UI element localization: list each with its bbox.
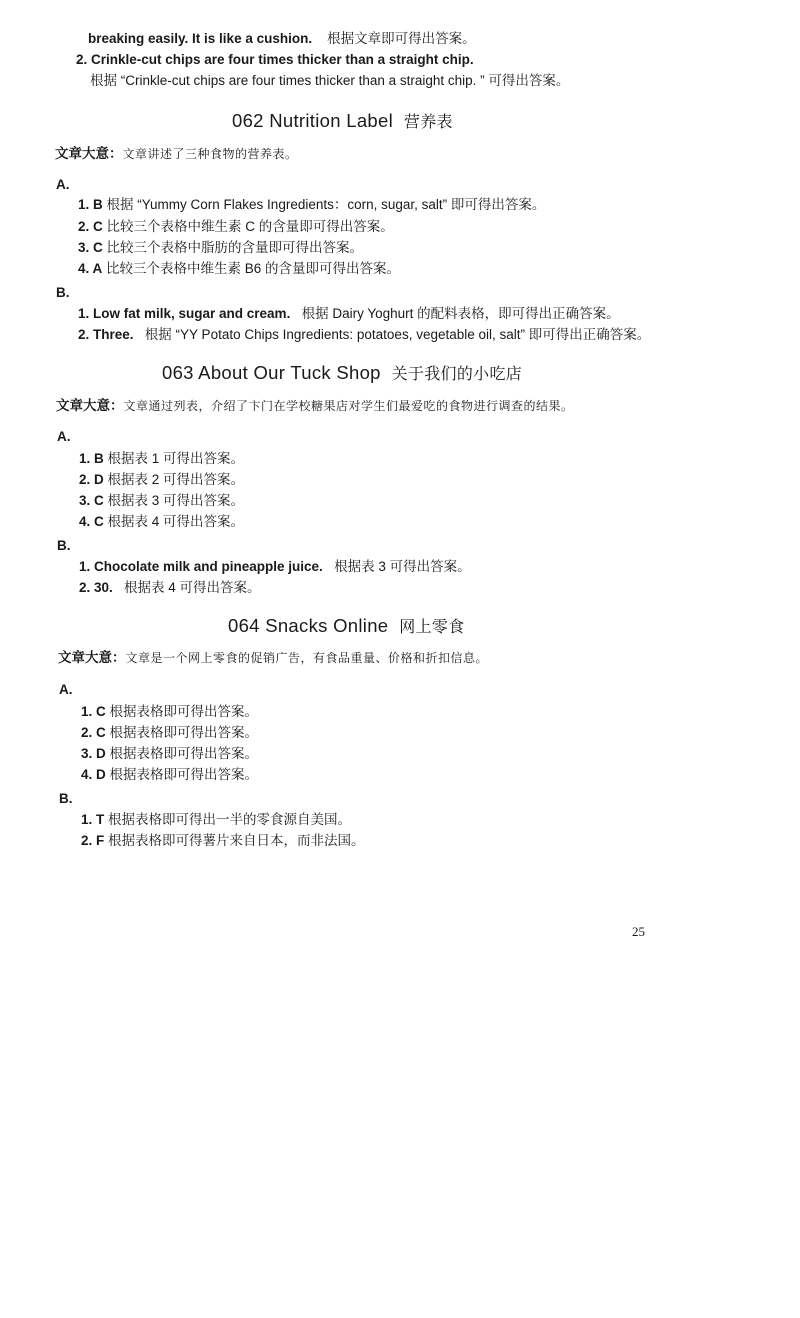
answer-num: 4. A (78, 261, 103, 276)
answer-explanation: 比较三个表格中维生素 B6 的含量即可得出答案。 (106, 261, 401, 276)
part-a-label: A. (57, 429, 71, 444)
answer-explanation: 根据 “YY Potato Chips Ingredients: potatoes, vegetable oil, salt” 即可得出正确答案。 (144, 327, 651, 342)
answer-item (79, 558, 471, 576)
summary-label: 文章大意： (56, 398, 124, 413)
answer-num: 1. C (81, 704, 106, 719)
part-b-label: B. (59, 791, 73, 806)
answer-num: 2. 30. (79, 580, 113, 595)
answer-item (81, 724, 258, 742)
summary-062 (55, 145, 298, 163)
answer-line-2: 2. Crinkle-cut chips are four times thicker than a straight chip. (76, 52, 474, 67)
answer-num: 3. D (81, 746, 106, 761)
summary-text: 文章讲述了三种食物的营养表。 (122, 147, 298, 161)
answer-item (78, 218, 394, 236)
answer-explanation: 根据表 4 可得出答案。 (107, 514, 245, 529)
section-title-cn: 营养表 (403, 114, 453, 131)
answer-num: 2. C (81, 725, 106, 740)
section-title-cn: 关于我们的小吃店 (391, 366, 523, 383)
answer-text-bold: breaking easily. It is like a cushion. (88, 31, 313, 46)
answer-num: 2. C (78, 219, 103, 234)
summary-label: 文章大意： (58, 650, 126, 665)
answer-num: 3. C (79, 493, 104, 508)
answer-explanation: 根据表格即可得出答案。 (109, 767, 259, 782)
answer-num: 4. D (81, 767, 106, 782)
answer-item (79, 471, 244, 489)
answer-item (81, 811, 351, 829)
answer-item (79, 450, 244, 468)
answer-item (78, 260, 400, 278)
answer-num: 2. Three. (78, 327, 134, 342)
answer-item (79, 513, 244, 531)
answer-explanation: 比较三个表格中脂肪的含量即可得出答案。 (106, 240, 364, 255)
part-a-label: A. (59, 682, 73, 697)
answer-num: 1. Low fat milk, sugar and cream. (78, 306, 291, 321)
section-title-en: 064 Snacks Online (228, 615, 389, 636)
answer-explanation: 根据文章即可得出答案。 (327, 31, 476, 46)
answer-explanation: 根据表格即可得薯片来自日本，而非法国。 (108, 833, 365, 848)
answer-item (81, 832, 365, 850)
part-a-label: A. (56, 177, 70, 192)
part-b-label: B. (57, 538, 71, 553)
answer-explanation: 根据表 2 可得出答案。 (107, 472, 245, 487)
answer-num: 1. T (81, 812, 105, 827)
answer-num: 1. Chocolate milk and pineapple juice. (79, 559, 323, 574)
answer-item (78, 305, 620, 323)
summary-064 (58, 649, 488, 667)
answer-num: 2. F (81, 833, 105, 848)
answer-explanation: 根据表格即可得出一半的零食源自美国。 (108, 812, 352, 827)
summary-text: 文章通过列表，介绍了卞门在学校糖果店对学生们最爱吃的食物进行调查的结果。 (123, 399, 574, 413)
answer-item (81, 703, 258, 721)
part-b-label: B. (56, 285, 70, 300)
answer-explanation: 根据表格即可得出答案。 (109, 704, 259, 719)
section-title-063 (162, 361, 522, 384)
answer-explanation: 根据表 3 可得出答案。 (107, 493, 245, 508)
summary-063 (56, 397, 574, 415)
answer-explanation: 根据表格即可得出答案。 (109, 746, 259, 761)
answer-explanation-2: 根据 “Crinkle-cut chips are four times thicker than a straight chip. ” 可得出答案。 (90, 73, 570, 88)
section-title-064 (228, 614, 464, 637)
answer-explanation: 根据表格即可得出答案。 (109, 725, 259, 740)
answer-explanation: 比较三个表格中维生素 C 的含量即可得出答案。 (106, 219, 394, 234)
section-title-cn: 网上零食 (399, 619, 465, 636)
answer-num: 1. B (79, 451, 104, 466)
answer-item (79, 579, 261, 597)
section-title-062 (232, 109, 453, 132)
answer-num: 3. C (78, 240, 103, 255)
answer-item (81, 766, 258, 784)
summary-label: 文章大意： (55, 146, 123, 161)
answer-item (78, 196, 545, 214)
answer-explanation: 根据 “Yummy Corn Flakes Ingredients：corn, sugar, salt” 即可得出答案。 (106, 197, 546, 212)
answer-explanation: 根据表 1 可得出答案。 (107, 451, 245, 466)
answer-item (79, 492, 244, 510)
answer-item (78, 239, 363, 257)
answer-explanation: 根据表 3 可得出答案。 (334, 559, 471, 574)
answer-num: 4. C (79, 514, 104, 529)
answer-num: 2. D (79, 472, 104, 487)
summary-text: 文章是一个网上零食的促销广告，有食品重量、价格和折扣信息。 (125, 651, 489, 665)
page-number: 25 (632, 924, 645, 939)
section-title-en: 063 About Our Tuck Shop (162, 362, 381, 383)
answer-continuation (88, 30, 476, 48)
answer-explanation: 根据表 4 可得出答案。 (124, 580, 261, 595)
answer-item (78, 326, 650, 344)
section-title-en: 062 Nutrition Label (232, 110, 393, 131)
answer-explanation: 根据 Dairy Yoghurt 的配料表格，即可得出正确答案。 (301, 306, 620, 321)
answer-num: 1. B (78, 197, 103, 212)
answer-item (81, 745, 258, 763)
